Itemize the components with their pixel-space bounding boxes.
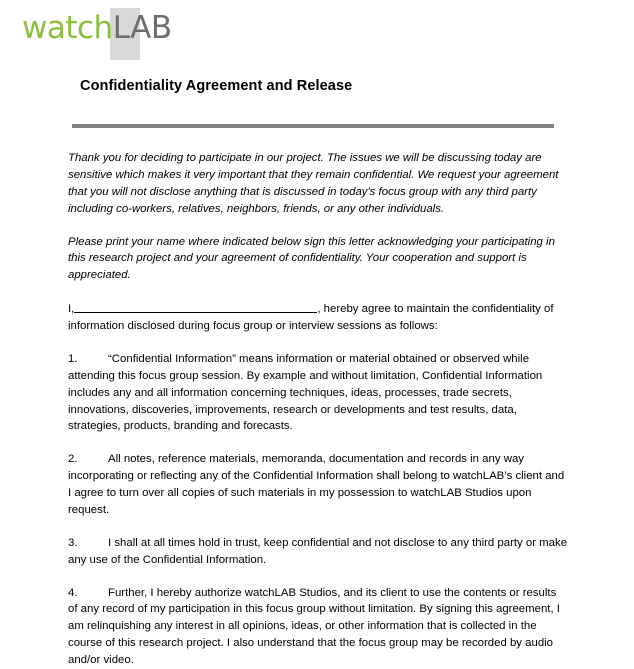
name-blank-field[interactable] <box>74 300 317 313</box>
clause-3 <box>68 535 568 569</box>
title-divider <box>72 124 554 128</box>
clause-1 <box>68 351 568 435</box>
logo-text-watch: watch <box>22 10 113 46</box>
clause-2 <box>68 451 568 519</box>
signature-name-paragraph <box>68 300 568 335</box>
clause-1-number: 1. <box>68 352 78 365</box>
clause-2-number: 2. <box>68 453 78 466</box>
clause-4-number: 4. <box>68 586 78 599</box>
signature-prefix: I, <box>68 303 75 316</box>
intro-paragraph-2: Please print your name where indicated below sign this letter acknowledging your participating in this research project and your agreement of confidentiality. Your cooperation and support is appreciated. <box>68 235 555 282</box>
clause-3-text: I shall at all times hold in trust, keep confidential and not disclose to any third party or make any use of the Confidential Information. <box>68 536 568 566</box>
clause-4 <box>68 585 568 669</box>
logo-text-lab: LAB <box>112 10 172 46</box>
logo-text <box>22 10 172 46</box>
clause-2-text: All notes, reference materials, memoranda, documentation and records in any way incorporating or reflecting any of the Confidential Information shall belong to watchLAB’s client and I agree to turn over all copies of such materials in my possession to watchLAB Studios upon request. <box>68 453 565 516</box>
clause-4-text: Further, I hereby authorize watchLAB Studios, and its client to use the contents or results of any record of my participation in this focus group without limitation. By signing this agreement, I am relinquishing any interest in all opinions, ideas, or other information that is collected in the course of this research project. I also understand that the focus group may be recorded by audio and/or video. <box>68 586 560 666</box>
document-body <box>68 70 568 669</box>
watchlab-logo <box>22 8 222 60</box>
clause-1-text: “Confidential Information” means information or material obtained or observed while attending this focus group session. By example and without limitation, Confidential Information includes any and all information concerning techniques, ideas, processes, trade secrets, innovations, discoveries, improvements, research or developments and test results, data, strategies, products, branding and forecasts. <box>68 352 543 433</box>
signature-suffix: , hereby agree to maintain the confidentiality of information disclosed during focus group or interview sessions as follows: <box>68 303 554 332</box>
page-title: Confidentiality Agreement and Release <box>80 78 353 94</box>
intro-paragraph-1: Thank you for deciding to participate in our project. The issues we will be discussing today are sensitive which makes it very important that they remain confidential. We request your agreement that you will not disclose anything that is discussed in today's focus group with any third party including co-workers, relatives, neighbors, friends, or any other individuals. <box>68 152 559 215</box>
clause-3-number: 3. <box>68 536 78 549</box>
